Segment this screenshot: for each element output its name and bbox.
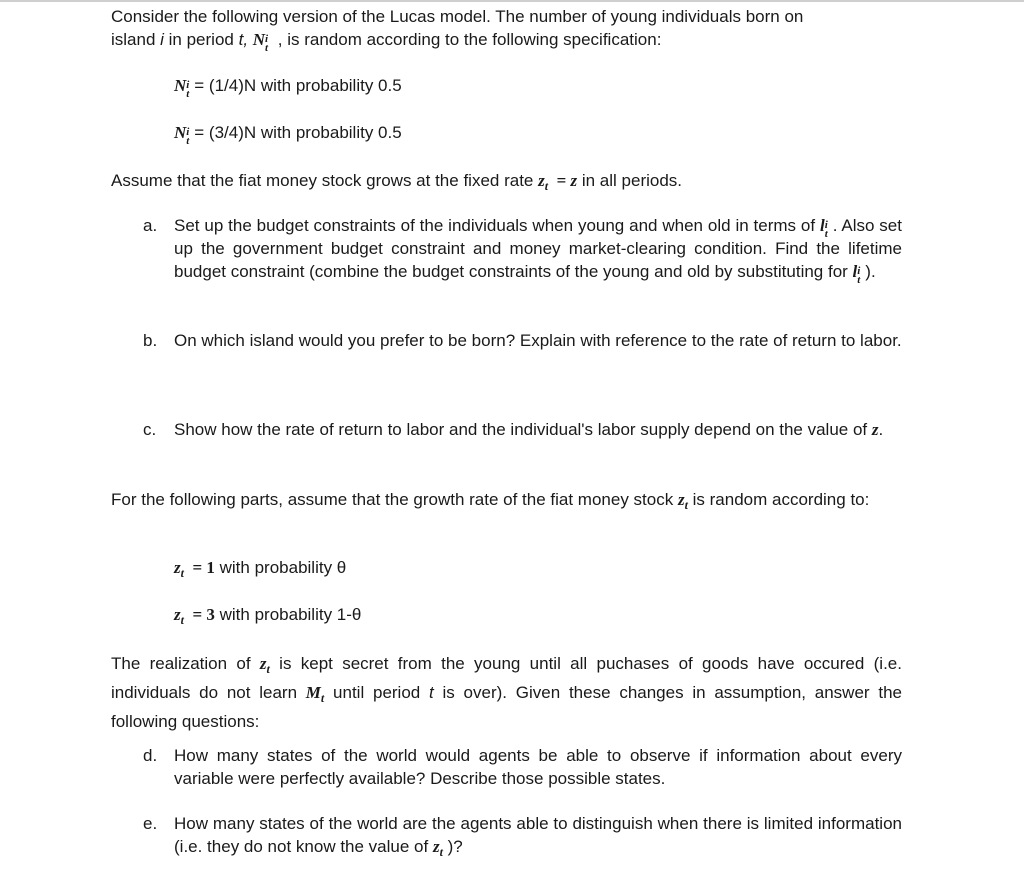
zspec2-sub: t [180, 613, 184, 627]
intro-line-1 [111, 6, 803, 28]
realization-paragraph [111, 652, 902, 733]
following-z-sub: t [684, 498, 688, 512]
spec2-var-N: N [174, 123, 187, 142]
realization-var-t: t [429, 683, 434, 702]
realization-var-M: M [305, 683, 321, 702]
intro-text-1: Consider the following version of the Lucas model. The number of young individuals born on [111, 7, 804, 26]
qa-l2-sub: t [857, 274, 861, 286]
qc-text1: Show how the rate of return to labor and the individual's labor supply depend on the value of [174, 420, 872, 439]
qa-text2: . Also set up the government budget constraint and money market-clearing condition. Find the lifetime budget constraint (combine the budget constraints of the young and old by substituting for [174, 216, 902, 281]
realization-text-d: is over). Given these changes in assumption, answer the following questions: [111, 683, 902, 731]
question-b-text: On which island would you prefer to be born? Explain with reference to the rate of return to labor. [174, 331, 902, 350]
realization-text-b: is kept secret from the young until all puchases of goods have occured (i.e. individuals do not learn [111, 654, 902, 702]
zspec1-eq: = [183, 558, 207, 577]
spec2-N-indices [186, 125, 194, 147]
zspec-equation-1 [174, 557, 346, 584]
following-paragraph [111, 488, 902, 517]
spec-equation-2 [174, 122, 402, 147]
realization-z-sub: t [266, 662, 270, 676]
intro-N-sub: t [265, 42, 269, 54]
qe-var-z: z [432, 837, 440, 856]
assume-eq: = [548, 171, 571, 190]
qa-l-sub: t [824, 228, 828, 240]
assume-paragraph [111, 170, 682, 197]
question-d-marker: d. [143, 746, 158, 765]
qc-var-z: z [871, 420, 879, 439]
intro-text-2a: island [111, 30, 161, 49]
question-d-text: How many states of the world would agents be able to observe if information about every variable were perfectly available? Describe those possible states. [174, 746, 902, 788]
realization-text-a: The realization of [111, 654, 260, 673]
spec-equation-1 [174, 75, 402, 100]
question-b-marker: b. [143, 331, 158, 350]
spec1-var-N: N [174, 76, 187, 95]
zspec-equation-2 [174, 604, 361, 631]
intro-N-indices [265, 32, 273, 54]
following-text-b: is random according to: [687, 490, 870, 509]
zspec1-rest: with probability θ [214, 558, 347, 577]
qa-l-sup: i [824, 219, 828, 231]
intro-var-t: t, [238, 30, 253, 49]
spec2-sup: i [186, 126, 190, 138]
intro-N-sup: i [265, 33, 269, 45]
intro-text-2b: in period [163, 30, 239, 49]
qa-l2-sup: i [857, 265, 861, 277]
qe-z-sub: t [439, 845, 443, 859]
assume-text-b: in all periods. [577, 171, 683, 190]
zspec1-val: 1 [206, 558, 215, 577]
qa-l-indices [824, 218, 833, 240]
spec2-sub: t [186, 135, 190, 147]
intro-line-2 [111, 29, 662, 54]
spec2-rest: = (3/4)N with probability 0.5 [194, 123, 402, 142]
question-c-text [174, 418, 902, 441]
intro-var-i: i [160, 30, 164, 49]
realization-text-c: until period [324, 683, 430, 702]
zspec2-var-z: z [174, 605, 181, 624]
following-var-z: z [677, 490, 685, 509]
spec1-sup: i [186, 79, 190, 91]
qa-var-l2: l [852, 262, 858, 281]
realization-var-z: z [259, 654, 267, 673]
assume-z-sub: t [544, 179, 549, 193]
zspec1-var-z: z [174, 558, 181, 577]
question-c-marker: c. [143, 420, 157, 439]
assume-var-z2: z [570, 171, 578, 190]
spec1-rest: = (1/4)N with probability 0.5 [194, 76, 402, 95]
zspec2-val: 3 [206, 605, 215, 624]
qe-text2: )? [442, 837, 463, 856]
question-a-text [174, 214, 902, 286]
qa-text1: Set up the budget constraints of the individuals when young and when old in terms of [174, 216, 816, 235]
zspec2-rest: with probability 1-θ [214, 605, 362, 624]
following-text-a: For the following parts, assume that the growth rate of the fiat money stock [111, 490, 678, 509]
spec1-sub: t [186, 88, 190, 100]
question-e-text [174, 812, 902, 864]
spec1-N-indices [186, 78, 194, 100]
zspec1-sub: t [180, 566, 184, 580]
page-top-border [0, 0, 1024, 2]
intro-var-N: N [252, 30, 266, 49]
qa-l2-indices [857, 264, 865, 286]
qc-text2: . [878, 420, 884, 439]
intro-text-2c: , is random according to the following specification: [273, 30, 662, 49]
realization-M-sub: t [320, 691, 325, 705]
qa-var-l: l [819, 216, 825, 235]
question-a-marker: a. [143, 216, 158, 235]
assume-var-z: z [538, 171, 545, 190]
assume-text-a: Assume that the fiat money stock grows at the fixed rate [111, 171, 539, 190]
qa-text3: ). [865, 262, 876, 281]
qe-text1: How many states of the world are the agents able to distinguish when there is limited information (i.e. they do not know the value of [174, 814, 902, 856]
question-e-marker: e. [143, 814, 158, 833]
zspec2-eq: = [183, 605, 207, 624]
